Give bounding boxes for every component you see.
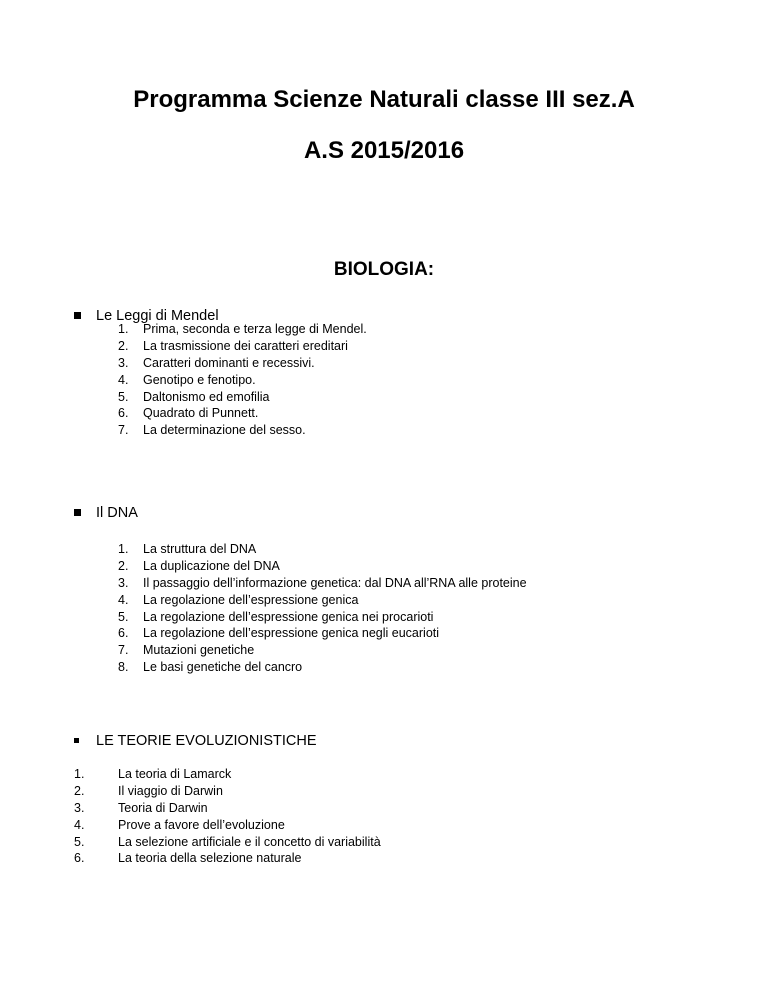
item-number: 1. (74, 767, 85, 781)
item-text: La regolazione dell’espressione genica negli eucarioti (143, 626, 440, 641)
item-text: Quadrato di Punnett. (143, 406, 259, 421)
topic-title: Il DNA (96, 505, 138, 521)
item-text: Il passaggio dell’informazione genetica: dal DNA all’RNA alle proteine (143, 575, 527, 590)
item-number: 1. (118, 322, 129, 336)
item-text: La teoria di Lamarck (118, 767, 232, 781)
item-number: 5. (118, 609, 129, 624)
item-text: La struttura del DNA (143, 542, 257, 556)
item-number: 2. (74, 783, 85, 798)
item-number: 3. (74, 800, 85, 815)
item-text: La duplicazione del DNA (143, 558, 280, 573)
item-text: Prove a favore dell’evoluzione (118, 817, 285, 832)
item-text: La selezione artificiale e il concetto di variabilità (118, 834, 381, 849)
item-number: 4. (74, 817, 85, 832)
square-bullet-icon (74, 509, 81, 516)
square-bullet-icon (74, 312, 81, 319)
document-title: Programma Scienze Naturali classe III sez.A (133, 86, 635, 113)
item-number: 5. (74, 834, 85, 849)
item-number: 1. (118, 542, 129, 556)
item-number: 6. (118, 626, 129, 641)
item-number: 7. (118, 423, 129, 438)
topic-title: Le Leggi di Mendel (96, 308, 219, 324)
item-number: 3. (118, 355, 129, 370)
item-text: Le basi genetiche del cancro (143, 660, 303, 675)
item-text: La regolazione dell’espressione genica (143, 592, 359, 607)
item-text: Mutazioni genetiche (143, 643, 255, 658)
square-bullet-icon (74, 738, 79, 743)
section-heading-biologia: BIOLOGIA: (333, 259, 435, 280)
item-number: 3. (118, 575, 129, 590)
item-text: Daltonismo ed emofilia (143, 389, 270, 404)
item-text: La determinazione del sesso. (143, 423, 306, 438)
item-text: La teoria della selezione naturale (118, 851, 302, 866)
item-text: Teoria di Darwin (118, 800, 208, 815)
item-text: Genotipo e fenotipo. (143, 372, 256, 387)
school-year: A.S 2015/2016 (303, 137, 465, 164)
item-number: 4. (118, 372, 129, 387)
item-number: 8. (118, 660, 129, 675)
item-number: 6. (118, 406, 129, 421)
item-number: 2. (118, 558, 129, 573)
item-text: La regolazione dell’espressione genica nei procarioti (143, 609, 434, 624)
item-number: 5. (118, 389, 129, 404)
item-text: Prima, seconda e terza legge di Mendel. (143, 322, 367, 336)
item-number: 2. (118, 338, 129, 353)
item-text: La trasmissione dei caratteri ereditari (143, 338, 348, 353)
item-number: 4. (118, 592, 129, 607)
item-number: 6. (74, 851, 85, 866)
item-number: 7. (118, 643, 129, 658)
item-text: Caratteri dominanti e recessivi. (143, 355, 315, 370)
item-text: Il viaggio di Darwin (118, 783, 223, 798)
topic-title: LE TEORIE EVOLUZIONISTICHE (96, 733, 317, 749)
